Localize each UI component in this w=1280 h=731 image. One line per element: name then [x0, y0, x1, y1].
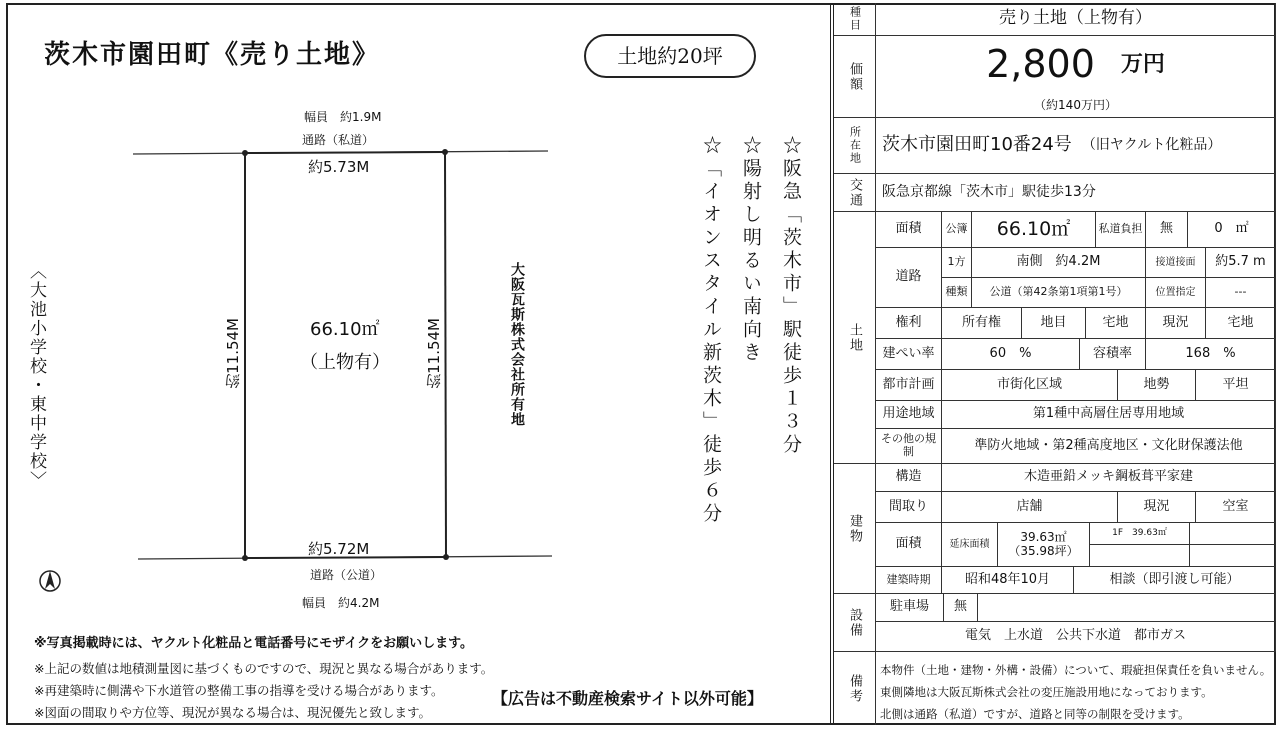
kenpei-value: 60 %: [942, 339, 1080, 370]
remarks-box: [880, 659, 1271, 725]
lot-right-edge: [445, 152, 446, 557]
private-road-value: 無: [1146, 212, 1188, 248]
price-box: [876, 36, 1276, 94]
toshi-value: 市街化区域: [942, 370, 1118, 401]
floor1-blank: [1190, 523, 1276, 545]
floor-area-label: 延床面積: [942, 523, 998, 567]
road-label: 道路: [876, 248, 942, 308]
genkyo-label: 現況: [1146, 308, 1206, 339]
floor-area-value: 39.63㎡: [1020, 529, 1067, 544]
address-box: [876, 118, 1276, 174]
rights-label: 権利: [876, 308, 942, 339]
top-length: 約5.73M: [308, 158, 370, 176]
building-label: 建物: [834, 464, 876, 594]
utilities: 電気 上水道 公共下水道 都市ガス: [876, 622, 1276, 652]
biko-label: 備考: [834, 652, 876, 725]
tsubo-badge: 土地約20坪: [584, 34, 756, 78]
property-table: [834, 3, 1276, 725]
price-label: 価額: [834, 36, 876, 118]
madori-label: 間取り: [876, 492, 942, 523]
parking-value: 無: [944, 594, 978, 622]
road-kind-value: 公道（第42条第1項第1号）: [972, 278, 1146, 308]
page-title: 茨木市園田町《売り土地》: [44, 40, 381, 70]
handover-value: 相談（即引渡し可能）: [1074, 567, 1276, 594]
toshi-label: 都市計画: [876, 370, 942, 401]
road-dir-label: 1方: [942, 248, 972, 278]
floor2-blank-b: [1190, 545, 1276, 567]
position-value: ---: [1206, 278, 1276, 308]
note-3: ※図面の間取りや方位等、現況が異なる場合は、現況優先と致します。: [34, 705, 431, 720]
b-area-label: 面積: [876, 523, 942, 567]
address-value: 茨木市園田町10番24号: [882, 134, 1072, 156]
kouzou-value: 木造亜鉛メッキ鋼板葺平家建: [942, 464, 1276, 492]
youto-value: 第1種中高層住居専用地域: [942, 401, 1276, 429]
left-length: 約11.54M: [224, 318, 242, 389]
kouzou-label: 構造: [876, 464, 942, 492]
photo-notice: ※写真掲載時には、ヤクルト化粧品と電話番号にモザイクをお願いします。: [34, 636, 474, 651]
b-genkyo-label: 現況: [1118, 492, 1196, 523]
floor-area-box: [998, 523, 1090, 567]
rights-value: 所有権: [942, 308, 1022, 339]
b-genkyo-value: 空室: [1196, 492, 1276, 523]
setsubi-label: 設備: [834, 594, 876, 652]
yoseki-value: 168 %: [1146, 339, 1276, 370]
chimoku-label: 地目: [1022, 308, 1086, 339]
access-label: 交通: [834, 174, 876, 212]
genkyo-value: 宅地: [1206, 308, 1276, 339]
land-area-kind: 公簿: [942, 212, 972, 248]
kenpei-label: 建ぺい率: [876, 339, 942, 370]
north-arrow-pointer-icon: [45, 571, 55, 589]
floor2-blank: [1090, 545, 1190, 567]
bottom-length: 約5.72M: [308, 540, 370, 558]
built-label: 建築時期: [876, 567, 942, 594]
chisei-value: 平坦: [1196, 370, 1276, 401]
road-dir-value: 南側 約4.2M: [972, 248, 1146, 278]
other-value: 準防火地域・第2種高度地区・文化財保護法他: [942, 429, 1276, 464]
remark-3: 北側は通路（私道）ですが、道路と同等の制限を受けます。: [880, 707, 1190, 721]
frontage-label: 接道接面: [1146, 248, 1206, 278]
lot-area-note: （上物有）: [300, 352, 390, 373]
corner-nw: [242, 150, 248, 156]
built-value: 昭和48年10月: [942, 567, 1074, 594]
type-value: 売り土地（上物有）: [876, 3, 1276, 36]
chisei-label: 地勢: [1118, 370, 1196, 401]
corner-ne: [442, 149, 448, 155]
private-road-area: 0 ㎡: [1188, 212, 1276, 248]
type-label: 種目: [834, 3, 876, 36]
lot-top-edge: [245, 152, 445, 153]
remark-2: 東側隣地は大阪瓦斯株式会社の変圧施設用地になっております。: [880, 685, 1213, 699]
bottom-road-width: 幅員 約4.2M: [302, 596, 380, 610]
address-note: （旧ヤクルト化粧品）: [1081, 137, 1222, 154]
floor1-area: 1F 39.63㎡: [1090, 523, 1190, 545]
east-neighbor: 大阪瓦斯株式会社所有地: [509, 262, 525, 427]
frontage-value: 約5.7 m: [1206, 248, 1276, 278]
madori-value: 店舗: [942, 492, 1118, 523]
price-tax: （約140万円）: [876, 94, 1276, 118]
parking-blank: [978, 594, 1276, 622]
floor-area-tsubo: （35.98坪）: [1008, 543, 1079, 558]
price-value: 2,800: [986, 42, 1095, 87]
corner-se: [443, 554, 449, 560]
bottom-road-name: 道路（公道）: [310, 568, 383, 582]
access-value: 阪急京都線「茨木市」駅徒歩13分: [876, 174, 1276, 212]
corner-sw: [242, 555, 248, 561]
feature-aeon: ☆「イオンスタイル新茨木」徒歩６分: [700, 135, 722, 526]
parking-label: 駐車場: [876, 594, 944, 622]
feature-station: ☆阪急「茨木市」駅徒歩１３分: [780, 135, 802, 457]
top-road-width: 幅員 約1.9M: [304, 110, 382, 124]
road-kind-label: 種類: [942, 278, 972, 308]
position-label: 位置指定: [1146, 278, 1206, 308]
youto-label: 用途地域: [876, 401, 942, 429]
top-road-name: 通路（私道）: [302, 133, 375, 147]
other-label: その他の規制: [876, 429, 942, 464]
yoseki-label: 容積率: [1080, 339, 1146, 370]
private-road-label: 私道負担: [1096, 212, 1146, 248]
ad-notice: 【広告は不動産検索サイト以外可能】: [492, 689, 763, 708]
price-unit: 万円: [1120, 52, 1165, 78]
right-length: 約11.54M: [425, 318, 443, 389]
west-schools: 〈大池小学校・東中学校〉: [26, 262, 46, 490]
note-1: ※上記の数値は地積測量図に基づくものですので、現況と異なる場合があります。: [34, 661, 494, 676]
note-2: ※再建築時に側溝や下水道管の整備工事の指導を受ける場合があります。: [34, 683, 444, 698]
land-area-label: 面積: [876, 212, 942, 248]
chimoku-value: 宅地: [1086, 308, 1146, 339]
feature-south: ☆陽射し明るい南向き: [740, 135, 762, 365]
remark-1: 本物件（土地・建物・外構・設備）について、瑕疵担保責任を負いません。: [880, 663, 1272, 677]
address-label: 所在地: [834, 118, 876, 174]
land-label: 土地: [834, 212, 876, 464]
lot-area: 66.10㎡: [310, 319, 380, 340]
land-area-value: 66.10㎡: [972, 212, 1096, 248]
